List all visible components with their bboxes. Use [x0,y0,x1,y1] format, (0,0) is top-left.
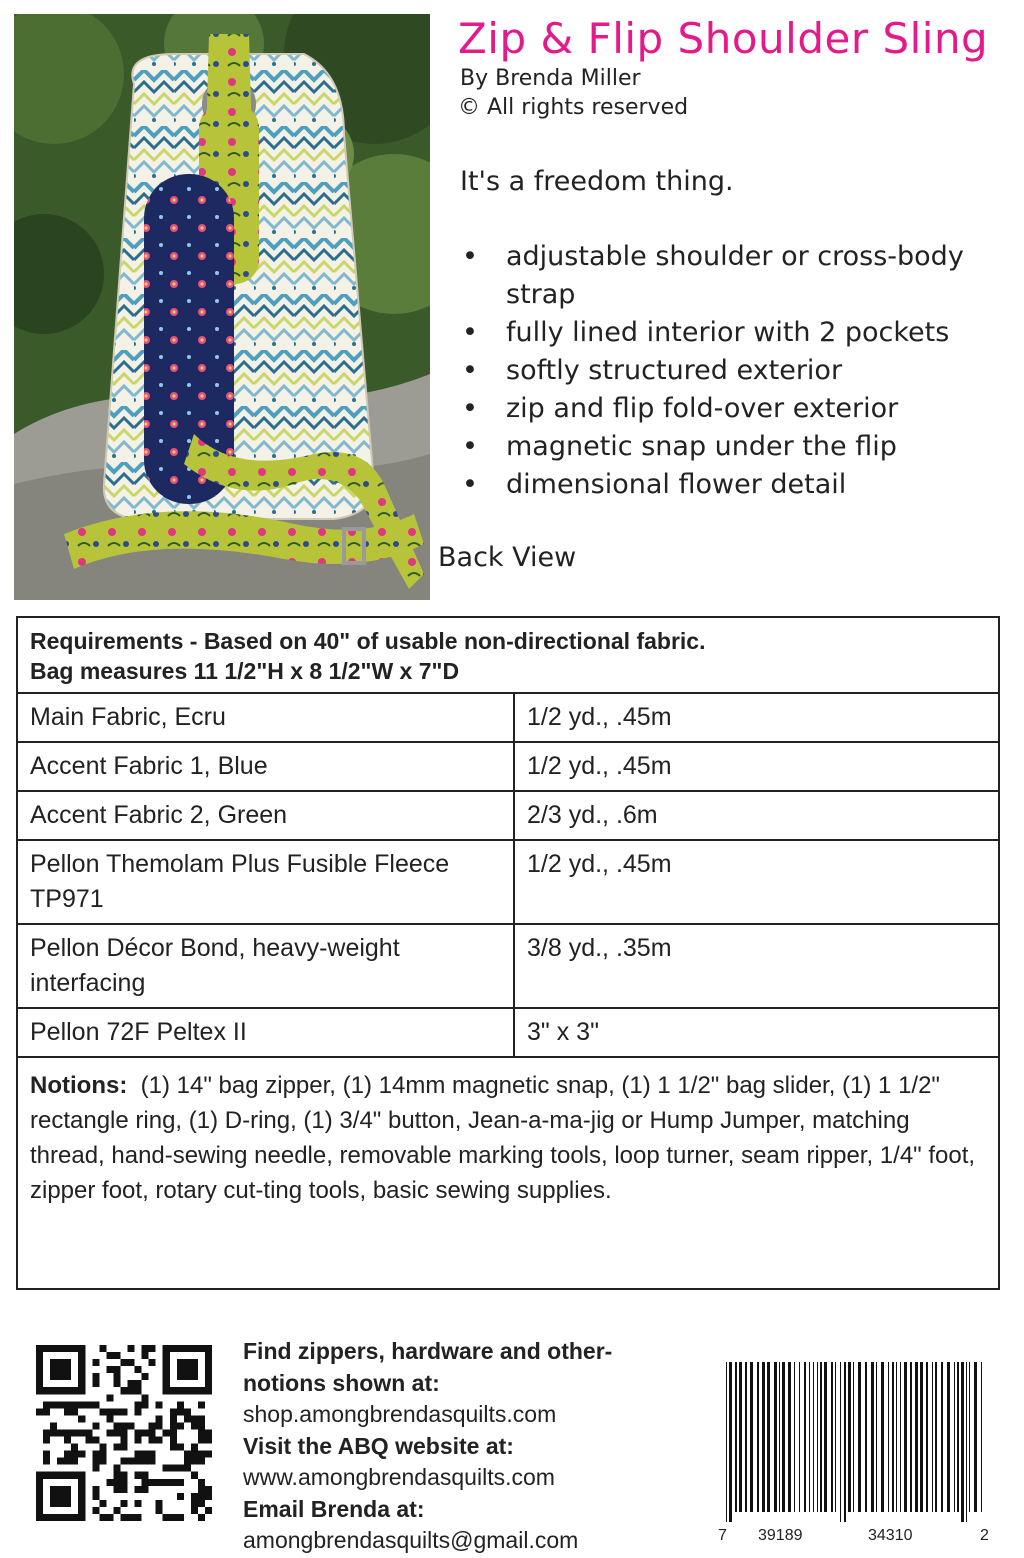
zippers-label-cont: notions shown at: [243,1369,440,1396]
feature-item: • adjustable shoulder or cross-body strap [460,238,1020,314]
website-label: Visit the ABQ website at: [243,1432,514,1459]
feature-item: • softly structured exterior [460,352,1020,390]
contact-info [243,1336,612,1557]
feature-item: • fully lined interior with 2 pockets [460,314,1020,352]
author-byline: By Brenda Miller [460,66,641,91]
qr-code-icon [36,1345,212,1521]
pattern-title: Zip & Flip Shoulder Sling [458,14,989,63]
email-link[interactable]: amongbrendasquilts@gmail.com [243,1527,579,1553]
table-row [18,694,998,743]
website-link[interactable]: www.amongbrendasquilts.com [243,1464,555,1490]
table-row [18,1009,998,1058]
material-amount: 3/8 yd., .35m [527,934,672,962]
material-name: Pellon 72F Peltex II [18,1009,515,1056]
notions-list [18,1058,998,1288]
table-row [18,925,998,1009]
feature-list [460,238,1020,504]
material-amount: 1/2 yd., .45m [527,752,672,780]
bullet-icon: • [462,355,478,386]
table-row [18,841,998,925]
product-photo [14,14,430,600]
material-name: Main Fabric, Ecru [18,694,515,741]
requirements-heading: Requirements - Based on 40" of usable non-directional fabric. Bag measures 11 1/2"H x 8 1/2"W x 7"D [18,618,998,694]
table-row [18,743,998,792]
bullet-icon: • [462,469,478,500]
bullet-icon: • [462,317,478,348]
bullet-icon: • [462,431,478,462]
photo-caption: Back View [438,542,577,573]
notions-text: (1) 14" bag zipper, (1) 14mm magnetic snap, (1) 1 1/2" bag slider, (1) 1 1/2" rectangle ring, (1) D-ring, (1) 3/4" button, Jean-a-ma-jig or Hump Jumper, matching thread, hand-sewing needle, removable marking tools, loop turner, seam ripper, 1/4" foot, zipper foot, rotary cut-ting tools, basic sewing supplies. [30,1072,976,1204]
material-amount: 3" x 3" [527,1018,599,1046]
tagline: It's a freedom thing. [460,166,734,197]
material-name: Pellon Themolam Plus Fusible Fleece TP971 [18,841,515,923]
barcode-number: 7 39189 34310 2 [718,1527,989,1544]
bullet-icon: • [462,241,478,272]
email-label: Email Brenda at: [243,1495,425,1522]
copyright-notice: © All rights reserved [458,95,689,120]
table-row [18,792,998,841]
feature-item: • magnetic snap under the flip [460,428,1020,466]
feature-item: • zip and flip fold-over exterior [460,390,1020,428]
material-name: Pellon Décor Bond, heavy-weight interfacing [18,925,515,1007]
material-amount: 1/2 yd., .45m [527,850,672,878]
zippers-label: Find zippers, hardware and other- [243,1338,613,1364]
barcode-icon [718,1362,990,1522]
material-amount: 1/2 yd., .45m [527,703,672,731]
material-name: Accent Fabric 1, Blue [18,743,515,790]
feature-item: • dimensional flower detail [460,466,1020,504]
material-name: Accent Fabric 2, Green [18,792,515,839]
requirements-table [16,616,1000,1290]
bullet-icon: • [462,393,478,424]
material-amount: 2/3 yd., .6m [527,801,658,829]
notions-label: Notions: [30,1072,128,1099]
shop-link[interactable]: shop.amongbrendasquilts.com [243,1401,557,1427]
